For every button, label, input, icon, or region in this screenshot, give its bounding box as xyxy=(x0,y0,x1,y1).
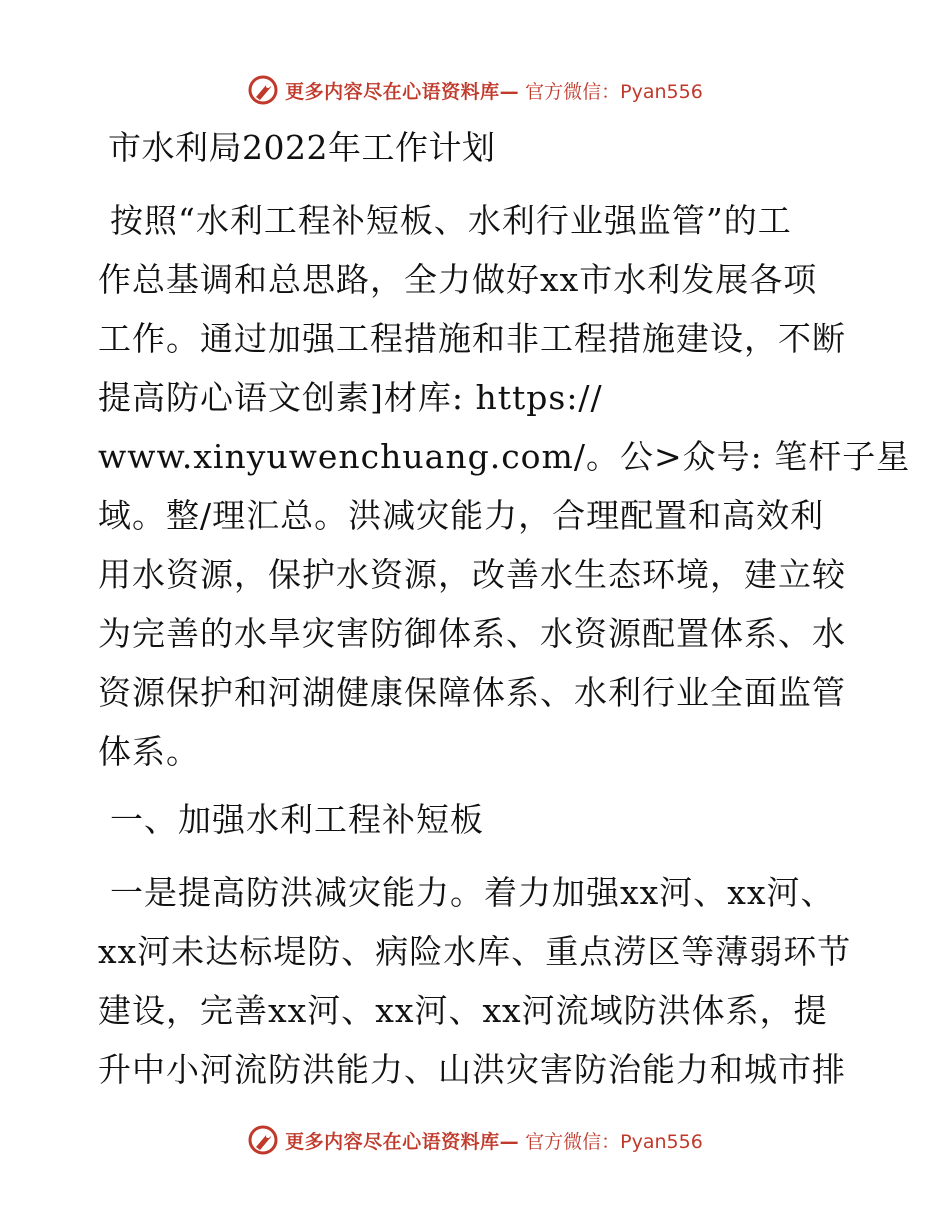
text-line: 资源保护和河湖健康保障体系、水利行业全面监管 xyxy=(98,673,846,712)
document-title: 市水利局2022年工作计划 xyxy=(108,128,496,167)
text-line: www.xinyuwenchuang.com/。公>众号: 笔杆子星 xyxy=(98,437,911,476)
text-line: 体系。 xyxy=(98,732,200,771)
watermark-text: 更多内容尽在心语资料库— xyxy=(285,80,520,103)
footer-watermark xyxy=(0,1120,950,1160)
text-line: 工作。通过加强工程措施和非工程措施建设，不断 xyxy=(98,319,846,358)
text-line: 建设，完善xx河、xx河、xx河流域防洪体系，提 xyxy=(98,991,828,1030)
watermark-text: 更多内容尽在心语资料库— xyxy=(285,1130,520,1153)
section-heading xyxy=(98,790,858,849)
text-line: 用水资源，保护水资源，改善水生态环境，建立较 xyxy=(98,555,846,594)
text-line: 一是提高防洪减灾能力。着力加强xx河、xx河、 xyxy=(110,873,835,912)
text-line: 升中小河流防洪能力、山洪灾害防治能力和城市排 xyxy=(98,1050,846,1089)
text-line: 按照“水利工程补短板、水利行业强监管”的工 xyxy=(110,201,792,240)
text-line: 提高防心语文创素]材库: https:// xyxy=(98,378,603,417)
watermark-wechat: 官方微信：Pyan556 xyxy=(525,80,703,103)
header-watermark xyxy=(0,70,950,110)
pen-nib-icon xyxy=(247,74,279,106)
paragraph-flood-control xyxy=(98,863,858,1099)
paragraph-intro xyxy=(98,191,911,781)
text-line: xx河未达标堤防、病险水库、重点涝区等薄弱环节 xyxy=(98,932,852,971)
section-heading-text: 一、加强水利工程补短板 xyxy=(110,800,484,839)
watermark-wechat: 官方微信：Pyan556 xyxy=(525,1130,703,1153)
pen-nib-icon xyxy=(247,1124,279,1156)
text-line: 作总基调和总思路，全力做好xx市水利发展各项 xyxy=(98,260,818,299)
text-line: 域。整/理汇总。洪减灾能力，合理配置和高效利 xyxy=(98,496,825,535)
text-line: 为完善的水旱灾害防御体系、水资源配置体系、水 xyxy=(98,614,846,653)
